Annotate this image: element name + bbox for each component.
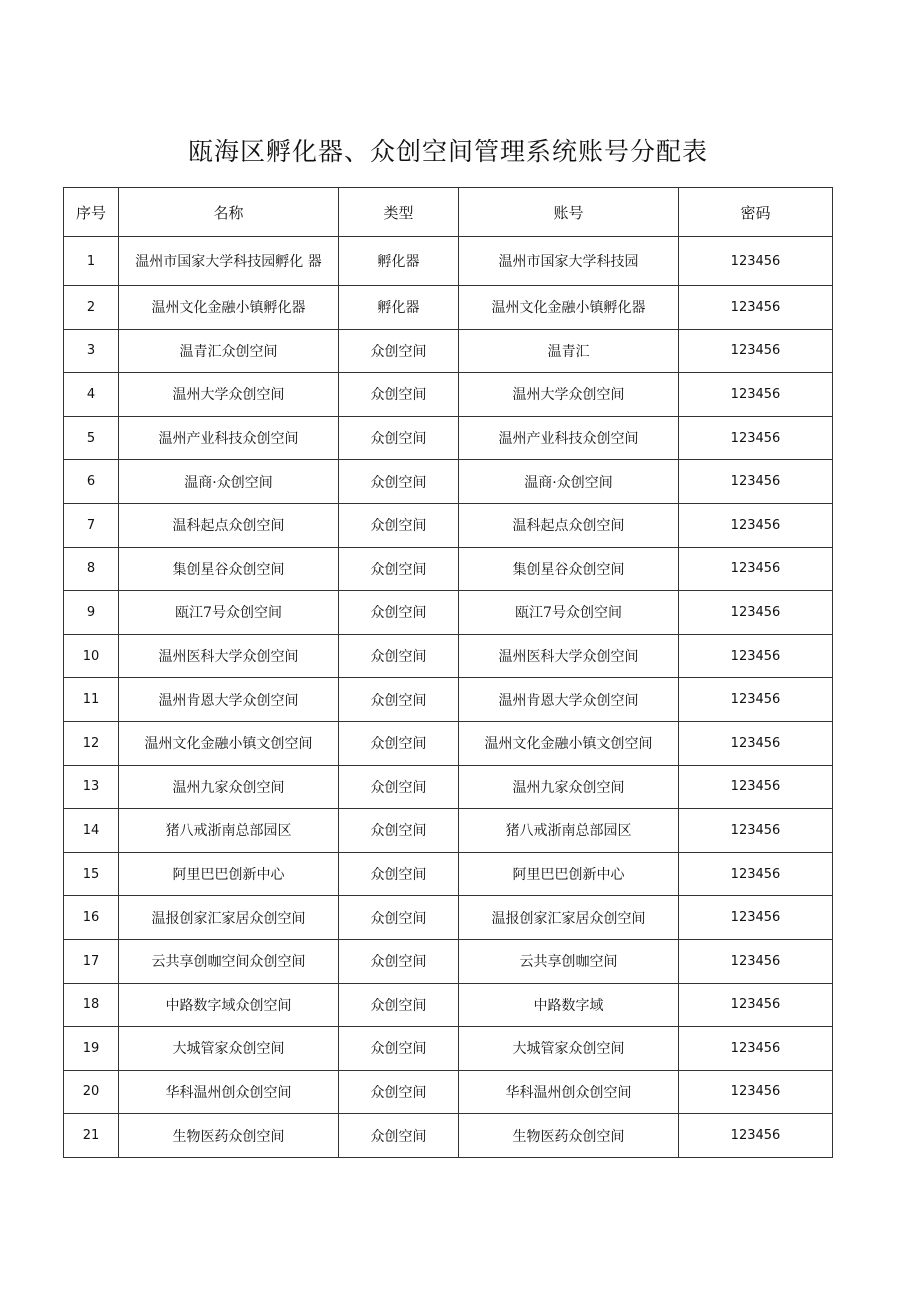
cell-name: 温州产业科技众创空间 [119, 416, 339, 460]
cell-account: 阿里巴巴创新中心 [459, 852, 679, 896]
cell-type: 众创空间 [339, 591, 459, 635]
header-account: 账号 [459, 188, 679, 237]
cell-account: 温青汇 [459, 329, 679, 373]
cell-name: 温商·众创空间 [119, 460, 339, 504]
cell-index: 6 [64, 460, 119, 504]
cell-account: 温州产业科技众创空间 [459, 416, 679, 460]
cell-account: 瓯江7号众创空间 [459, 591, 679, 635]
cell-type: 众创空间 [339, 721, 459, 765]
cell-name: 温报创家汇家居众创空间 [119, 896, 339, 940]
cell-password: 123456 [679, 503, 833, 547]
table-row [64, 286, 833, 330]
header-type: 类型 [339, 188, 459, 237]
table-row [64, 547, 833, 591]
cell-index: 21 [64, 1114, 119, 1158]
cell-type: 众创空间 [339, 373, 459, 417]
cell-name: 温州肯恩大学众创空间 [119, 678, 339, 722]
cell-password: 123456 [679, 809, 833, 853]
cell-password: 123456 [679, 765, 833, 809]
table-row [64, 237, 833, 286]
cell-type: 众创空间 [339, 503, 459, 547]
cell-type: 众创空间 [339, 416, 459, 460]
cell-password: 123456 [679, 460, 833, 504]
cell-name: 温州医科大学众创空间 [119, 634, 339, 678]
table-row [64, 721, 833, 765]
cell-name: 瓯江7号众创空间 [119, 591, 339, 635]
cell-account: 华科温州创众创空间 [459, 1070, 679, 1114]
cell-password: 123456 [679, 591, 833, 635]
cell-name: 猪八戒浙南总部园区 [119, 809, 339, 853]
cell-password: 123456 [679, 237, 833, 286]
table-row [64, 852, 833, 896]
cell-index: 20 [64, 1070, 119, 1114]
cell-type: 孵化器 [339, 286, 459, 330]
account-table [63, 187, 833, 1158]
cell-password: 123456 [679, 939, 833, 983]
cell-type: 众创空间 [339, 1114, 459, 1158]
cell-type: 众创空间 [339, 634, 459, 678]
cell-name: 温州文化金融小镇文创空间 [119, 721, 339, 765]
cell-index: 9 [64, 591, 119, 635]
table-row [64, 591, 833, 635]
cell-account: 温州肯恩大学众创空间 [459, 678, 679, 722]
cell-type: 众创空间 [339, 765, 459, 809]
table-row [64, 678, 833, 722]
cell-type: 众创空间 [339, 678, 459, 722]
table-body [64, 237, 833, 1158]
cell-type: 众创空间 [339, 896, 459, 940]
table-row [64, 1070, 833, 1114]
header-name: 名称 [119, 188, 339, 237]
cell-type: 孵化器 [339, 237, 459, 286]
cell-index: 5 [64, 416, 119, 460]
cell-account: 温商·众创空间 [459, 460, 679, 504]
cell-password: 123456 [679, 373, 833, 417]
cell-name: 温科起点众创空间 [119, 503, 339, 547]
cell-password: 123456 [679, 852, 833, 896]
cell-index: 18 [64, 983, 119, 1027]
header-password: 密码 [679, 188, 833, 237]
cell-account: 云共享创咖空间 [459, 939, 679, 983]
cell-name: 温州文化金融小镇孵化器 [119, 286, 339, 330]
table-row [64, 416, 833, 460]
header-index: 序号 [64, 188, 119, 237]
cell-type: 众创空间 [339, 983, 459, 1027]
cell-index: 4 [64, 373, 119, 417]
table-header-row [64, 188, 833, 237]
cell-name: 华科温州创众创空间 [119, 1070, 339, 1114]
cell-account: 大城管家众创空间 [459, 1027, 679, 1071]
cell-index: 3 [64, 329, 119, 373]
cell-type: 众创空间 [339, 852, 459, 896]
cell-password: 123456 [679, 547, 833, 591]
cell-password: 123456 [679, 721, 833, 765]
cell-name: 生物医药众创空间 [119, 1114, 339, 1158]
cell-password: 123456 [679, 983, 833, 1027]
table-row [64, 809, 833, 853]
cell-index: 7 [64, 503, 119, 547]
cell-name: 集创星谷众创空间 [119, 547, 339, 591]
cell-name: 中路数字域众创空间 [119, 983, 339, 1027]
cell-password: 123456 [679, 1070, 833, 1114]
cell-account: 温州市国家大学科技园 [459, 237, 679, 286]
cell-password: 123456 [679, 416, 833, 460]
cell-password: 123456 [679, 678, 833, 722]
cell-account: 温报创家汇家居众创空间 [459, 896, 679, 940]
cell-account: 生物医药众创空间 [459, 1114, 679, 1158]
cell-account: 温科起点众创空间 [459, 503, 679, 547]
cell-account: 温州九家众创空间 [459, 765, 679, 809]
cell-index: 1 [64, 237, 119, 286]
table-row [64, 896, 833, 940]
cell-account: 温州文化金融小镇文创空间 [459, 721, 679, 765]
table-row [64, 634, 833, 678]
cell-type: 众创空间 [339, 1027, 459, 1071]
cell-name: 阿里巴巴创新中心 [119, 852, 339, 896]
cell-index: 13 [64, 765, 119, 809]
cell-name: 温州九家众创空间 [119, 765, 339, 809]
cell-index: 11 [64, 678, 119, 722]
table-row [64, 1114, 833, 1158]
cell-index: 19 [64, 1027, 119, 1071]
cell-index: 2 [64, 286, 119, 330]
table-row [64, 373, 833, 417]
cell-type: 众创空间 [339, 809, 459, 853]
table-row [64, 1027, 833, 1071]
cell-index: 10 [64, 634, 119, 678]
cell-password: 123456 [679, 896, 833, 940]
cell-account: 温州医科大学众创空间 [459, 634, 679, 678]
cell-name: 温青汇众创空间 [119, 329, 339, 373]
cell-index: 12 [64, 721, 119, 765]
cell-account: 中路数字域 [459, 983, 679, 1027]
page-title: 瓯海区孵化器、众创空间管理系统账号分配表 [187, 137, 708, 166]
cell-type: 众创空间 [339, 939, 459, 983]
cell-name: 大城管家众创空间 [119, 1027, 339, 1071]
cell-password: 123456 [679, 329, 833, 373]
table-row [64, 765, 833, 809]
cell-password: 123456 [679, 286, 833, 330]
table-row [64, 939, 833, 983]
cell-index: 15 [64, 852, 119, 896]
cell-type: 众创空间 [339, 329, 459, 373]
table-row [64, 503, 833, 547]
table-row [64, 460, 833, 504]
table-row [64, 329, 833, 373]
cell-index: 17 [64, 939, 119, 983]
cell-password: 123456 [679, 1027, 833, 1071]
cell-password: 123456 [679, 634, 833, 678]
cell-type: 众创空间 [339, 1070, 459, 1114]
cell-type: 众创空间 [339, 460, 459, 504]
cell-account: 集创星谷众创空间 [459, 547, 679, 591]
cell-account: 猪八戒浙南总部园区 [459, 809, 679, 853]
table-row [64, 983, 833, 1027]
cell-name: 温州大学众创空间 [119, 373, 339, 417]
cell-account: 温州大学众创空间 [459, 373, 679, 417]
cell-type: 众创空间 [339, 547, 459, 591]
cell-name: 云共享创咖空间众创空间 [119, 939, 339, 983]
cell-account: 温州文化金融小镇孵化器 [459, 286, 679, 330]
cell-index: 8 [64, 547, 119, 591]
cell-name: 温州市国家大学科技园孵化 器 [119, 237, 339, 286]
cell-password: 123456 [679, 1114, 833, 1158]
cell-index: 14 [64, 809, 119, 853]
cell-index: 16 [64, 896, 119, 940]
